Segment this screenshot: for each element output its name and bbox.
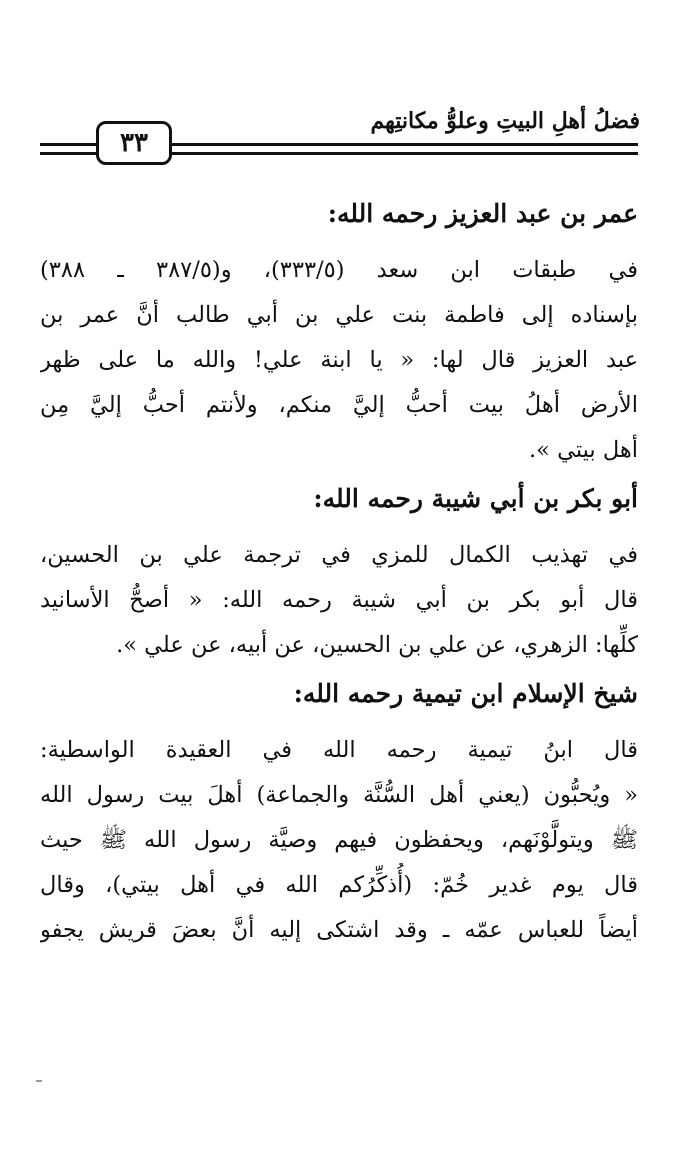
text-line: أيضاً للعباس عمّه ـ وقد اشتكى إليه أنَّ بعضَ قريش يجفو (40, 917, 638, 943)
scan-mark (36, 1080, 42, 1082)
text-line: « ويُحبُّون (يعني أهل السُّنَّة والجماعة) أهلَ بيت رسول الله (40, 782, 638, 808)
text-line: في طبقات ابن سعد (٣٣٣/٥)، و(٣٨٧/٥ ـ ٣٨٨) (40, 257, 638, 283)
section-heading: عمر بن عبد العزيز رحمه الله: (327, 199, 638, 228)
text-line: الأرض أهلُ بيت أحبُّ إليَّ منكم، ولأنتم أحبُّ إليَّ مِن (40, 392, 638, 418)
page-number-text: ٣٣ (120, 128, 148, 158)
text-line: في تهذيب الكمال للمزي في ترجمة علي بن الحسين، (40, 542, 638, 568)
page-number (96, 121, 172, 165)
text-line: قال ابنُ تيمية رحمه الله في العقيدة الواسطية: (40, 737, 638, 763)
text-line: أهل بيتي ». (529, 437, 638, 463)
page-body (40, 188, 638, 953)
text-line: عبد العزيز قال لها: « يا ابنة علي! والله ما على ظهر (40, 347, 638, 373)
text-line: قال أبو بكر بن أبي شيبة رحمه الله: « أصحُّ الأسانيد (40, 587, 638, 613)
text-line: بإسناده إلى فاطمة بنت علي بن أبي طالب أنَّ عمر بن (40, 302, 638, 328)
text-line: قال يوم غدير خُمّ: (أُذكِّرُكم الله في أهل بيتي)، وقال (40, 872, 638, 898)
section-heading: أبو بكر بن أبي شيبة رحمه الله: (313, 484, 638, 513)
text-line: ﷺ ويتولَّوْنَهم، ويحفظون فيهم وصيَّة رسول الله ﷺ حيث (40, 827, 638, 853)
running-header-title: فضلُ أهلِ البيتِ وعلوُّ مكانتِهم (370, 108, 640, 134)
text-line: كلِّها: الزهري، عن علي بن الحسين، عن أبيه، عن علي ». (116, 632, 638, 658)
section-heading: شيخ الإسلام ابن تيمية رحمه الله: (293, 679, 638, 708)
